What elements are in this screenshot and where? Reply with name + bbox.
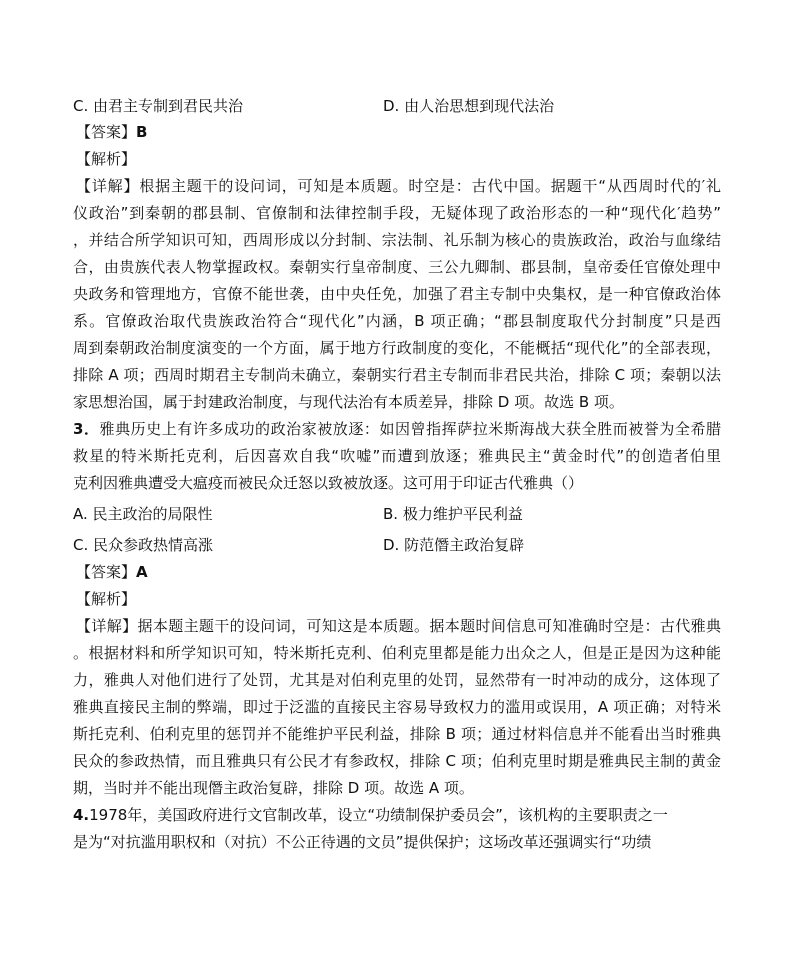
- q2-detail-line-1: 仪政治”到秦朝的郡县制、官僚制和法律控制手段，无疑体现了政治形态的一种“现代化′趋势”: [73, 204, 721, 222]
- q3-option-b: B. 极力维护平民利益: [383, 505, 523, 523]
- answer-value: A: [136, 563, 148, 581]
- q3-stem-line-1: 救星的特米斯托克利，后因喜欢自我“吹嘘”而遭到放逐；雅典民主“黄金时代”的创造者伯里: [73, 447, 721, 465]
- q3-detail-line-1: 。根据材料和所学知识可知，特米斯托克利、伯利克里都是能力出众之人，但是正是因为这种能: [73, 644, 721, 662]
- q2-detail-line-3: 合，由贵族代表人物掌握政权。秦朝实行皇帝制度、三公九卿制、郡县制，皇帝委任官僚处理中: [73, 258, 721, 276]
- answer-label: 【答案】: [76, 563, 137, 581]
- detail-label: 【详解】: [76, 617, 138, 635]
- q3-detail-line-0: 【详解】据本题主题干的设问词，可知这是本质题。据本题时间信息可知准确时空是：古代雅典: [76, 617, 721, 635]
- question-number: 3．: [73, 420, 100, 438]
- q2-detail-line-8: 家思想治国，属于封建政治制度，与现代法治有本质差异，排除 D 项。故选 B 项。: [73, 393, 624, 411]
- q4-stem-line-0: 4.1978年，美国政府进行文官制改革，设立“功绩制保护委员会”，该机构的主要职责之一: [73, 806, 668, 824]
- q2-analysis-label: 【解析】: [76, 150, 137, 168]
- detail-label: 【详解】: [76, 177, 140, 195]
- answer-label: 【答案】: [76, 123, 137, 141]
- q2-option-d: D. 由人治思想到现代法治: [383, 97, 555, 115]
- q2-detail-line-6: 周到秦朝政治制度演变的一个方面，属于地方行政制度的变化，不能概括“现代化”的全部表现，: [73, 339, 721, 357]
- q4-stem-line-1: 是为“对抗滥用职权和（对抗）不公正待遇的文员”提供保护；这场改革还强调实行“功绩: [73, 833, 652, 851]
- q2-detail-line-4: 央政务和管理地方，官僚不能世袭，由中央任免，加强了君主专制中央集权，是一种官僚政治体: [73, 285, 721, 303]
- q2-option-c: C. 由君主专制到君民共治: [73, 97, 244, 115]
- q3-answer: [76, 561, 148, 583]
- q3-analysis-label: 【解析】: [76, 590, 137, 608]
- answer-value: B: [136, 123, 148, 141]
- q2-detail-line-2: ，并结合所学知识可知，西周形成以分封制、宗法制、礼乐制为核心的贵族政治，政治与血缘结: [73, 231, 721, 249]
- q3-option-a: A. 民主政治的局限性: [73, 505, 213, 523]
- question-number: 4.: [73, 806, 90, 824]
- q2-detail-line-5: 系。官僚政治取代贵族政治符合“现代化”内涵，B 项正确；“郡县制度取代分封制度”只是西: [73, 312, 721, 330]
- q2-detail-line-0: 【详解】根据主题干的设问词，可知是本质题。时空是：古代中国。据题干“从西周时代的′礼: [76, 177, 721, 195]
- q3-detail-line-2: 力，雅典人对他们进行了处罚，尤其是对伯利克里的处罚，显然带有一时冲动的成分，这体现了: [73, 671, 721, 689]
- q3-option-d: D. 防范僭主政治复辟: [383, 536, 525, 554]
- q3-detail-line-5: 民众的参政热情，而且雅典只有公民才有参政权，排除 C 项；伯利克里时期是雅典民主制的黄金: [73, 752, 721, 770]
- q3-stem-line-0: 3．雅典历史上有许多成功的政治家被放逐：如因曾指挥萨拉米斯海战大获全胜而被誉为全希腊: [73, 420, 721, 438]
- q2-detail-line-7: 排除 A 项；西周时期君主专制尚未确立，秦朝实行君主专制而非君民共治，排除 C 项；秦朝以法: [73, 366, 721, 384]
- q2-answer: [76, 121, 147, 143]
- q3-detail-line-4: 斯托克利、伯利克里的惩罚并不能维护平民利益，排除 B 项；通过材料信息并不能看出当时雅典: [73, 725, 721, 743]
- q3-stem-line-2: 克利因雅典遭受大瘟疫而被民众迁怒以致被放逐。这可用于印证古代雅典（）: [73, 474, 584, 492]
- q3-detail-line-6: 期，当时并不能出现僭主政治复辟，排除 D 项。故选 A 项。: [73, 779, 474, 797]
- q3-option-c: C. 民众参政热情高涨: [73, 536, 214, 554]
- q3-detail-line-3: 雅典直接民主制的弊端，即过于泛滥的直接民主容易导致权力的滥用或误用，A 项正确；对特米: [73, 698, 721, 716]
